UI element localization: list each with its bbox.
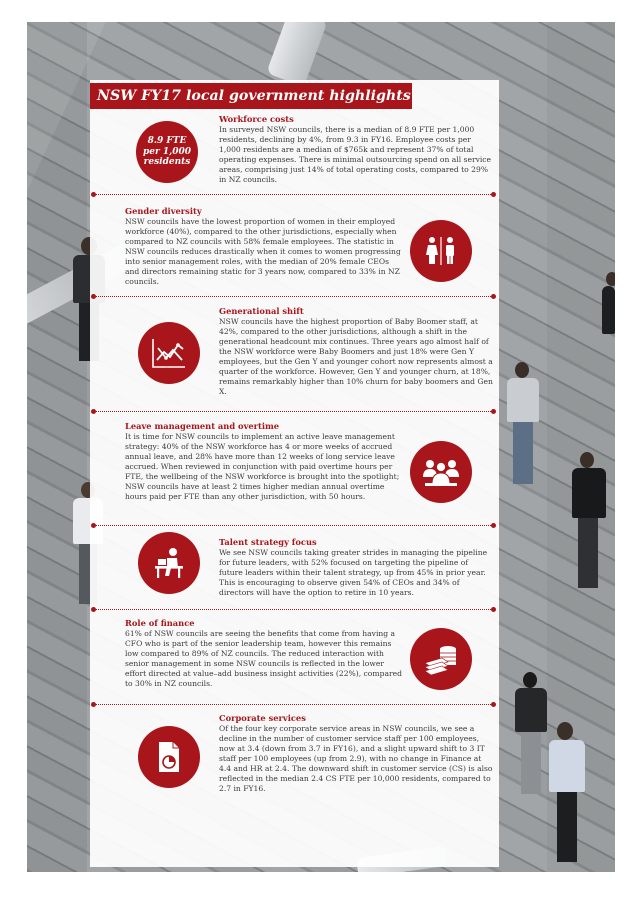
section-divider [91,702,496,708]
section-heading: Corporate services [219,713,306,723]
section-leave-management [125,421,403,502]
section-generational-shift [219,306,493,397]
section-divider [91,409,496,415]
section-heading: Leave management and overtime [125,421,280,431]
section-corporate-services [219,713,493,794]
section-heading: Generational shift [219,306,304,316]
desk-worker-icon [138,532,200,594]
trend-chart-icon [138,322,200,384]
section-body: Of the four key corporate service areas in NSW councils, we see a decline in the number of customer service staff per 100 employees, now at 3.4 (down from 3.7 in FY16), and a slight upward shift to 3 IT staff per 100 employees (up from 2.9), with no change in Finance at 4.4 and HR at 2.4. The downward shift in customer service (CS) is also reflected in the median 2.4 CS FTE per 10,000 residents, compared to 2.7 in FY16. [219,724,493,793]
section-body: We see NSW councils taking greater strides in managing the pipeline for future leaders, with 52% focused on targeting the pipeline of future leaders within their talent strategy, up from 45% in prior year. This is encouraging to observe given 54% of CEOs and 34% of directors will have the option to retire in 10 years. [219,548,488,597]
section-body: It is time for NSW councils to implement an active leave management strategy: 40% of the NSW workforce has 4 or more weeks of accrued annual leave, and 28% have more than 12 weeks of long service leave accrued. When reviewed in conjunction with paid overtime hours per FTE, the wellbeing of the NSW workforce is brought into the spotlight; NSW councils have at least 2 times higher median annual overtime hours paid per FTE than any other jurisdiction, with 50 hours. [125,432,400,501]
section-heading: Role of finance [125,618,195,628]
section-gender-diversity [125,206,403,287]
section-heading: Gender diversity [125,206,202,216]
section-role-of-finance [125,618,403,689]
section-divider [91,523,496,529]
section-body: 61% of NSW councils are seeing the benefits that come from having a CFO who is part of the senior leadership team, however this remains low compared to 89% of NZ councils. The reduced interaction with senior management in some NSW councils is reflected in the lower effort directed at value–add business insight activities (22%), compared to 30% in NZ councils. [125,629,402,688]
gender-icon [410,220,472,282]
section-divider [91,192,496,198]
section-talent-strategy [219,537,493,598]
page-title: NSW FY17 local government highlights [90,83,412,109]
team-icon [410,441,472,503]
fte-badge-text: 8.9 FTE per 1,000 residents [142,136,192,168]
section-divider [91,607,496,613]
document-chart-icon [138,726,200,788]
fte-badge [136,121,198,183]
section-heading: Talent strategy focus [219,537,317,547]
coins-icon [410,628,472,690]
section-body: NSW councils have the lowest proportion of women in their employed workforce (40%), compared to the other jurisdictions, especially when compared to NZ councils with 58% female employees. The statistic in NSW councils reduces drastically when it comes to women progressing into senior management roles, with the median of 20% female CEOs and directors remaining static for 3 years now, compared to 33% in NZ councils. [125,217,401,286]
section-body: In surveyed NSW councils, there is a median of 8.9 FTE per 1,000 residents, declining by 4%, from 9.3 in FY16. Employee costs per 1,000 residents are a median of $765k and represent 37% of total operating expenses. There is minimal outsourcing spend on all service areas, comprising just 14% of total operating costs, compared to 29% in NZ councils. [219,125,492,184]
section-heading: Workforce costs [219,114,294,124]
section-body: NSW councils have the highest proportion of Baby Boomer staff, at 42%, compared to the other jurisdictions, although a shift in the generational headcount mix continues. Three years ago almost half of the NSW workforce were Baby Boomers and just 18% were Gen Y employees, but the Gen Y and younger cohort now represents almost a quarter of the workforce. However, Gen Y and younger churn, at 18%, remains remarkably higher than 10% churn for baby boomers and Gen X. [219,317,493,396]
section-workforce-costs [219,114,493,185]
section-divider [91,294,496,300]
